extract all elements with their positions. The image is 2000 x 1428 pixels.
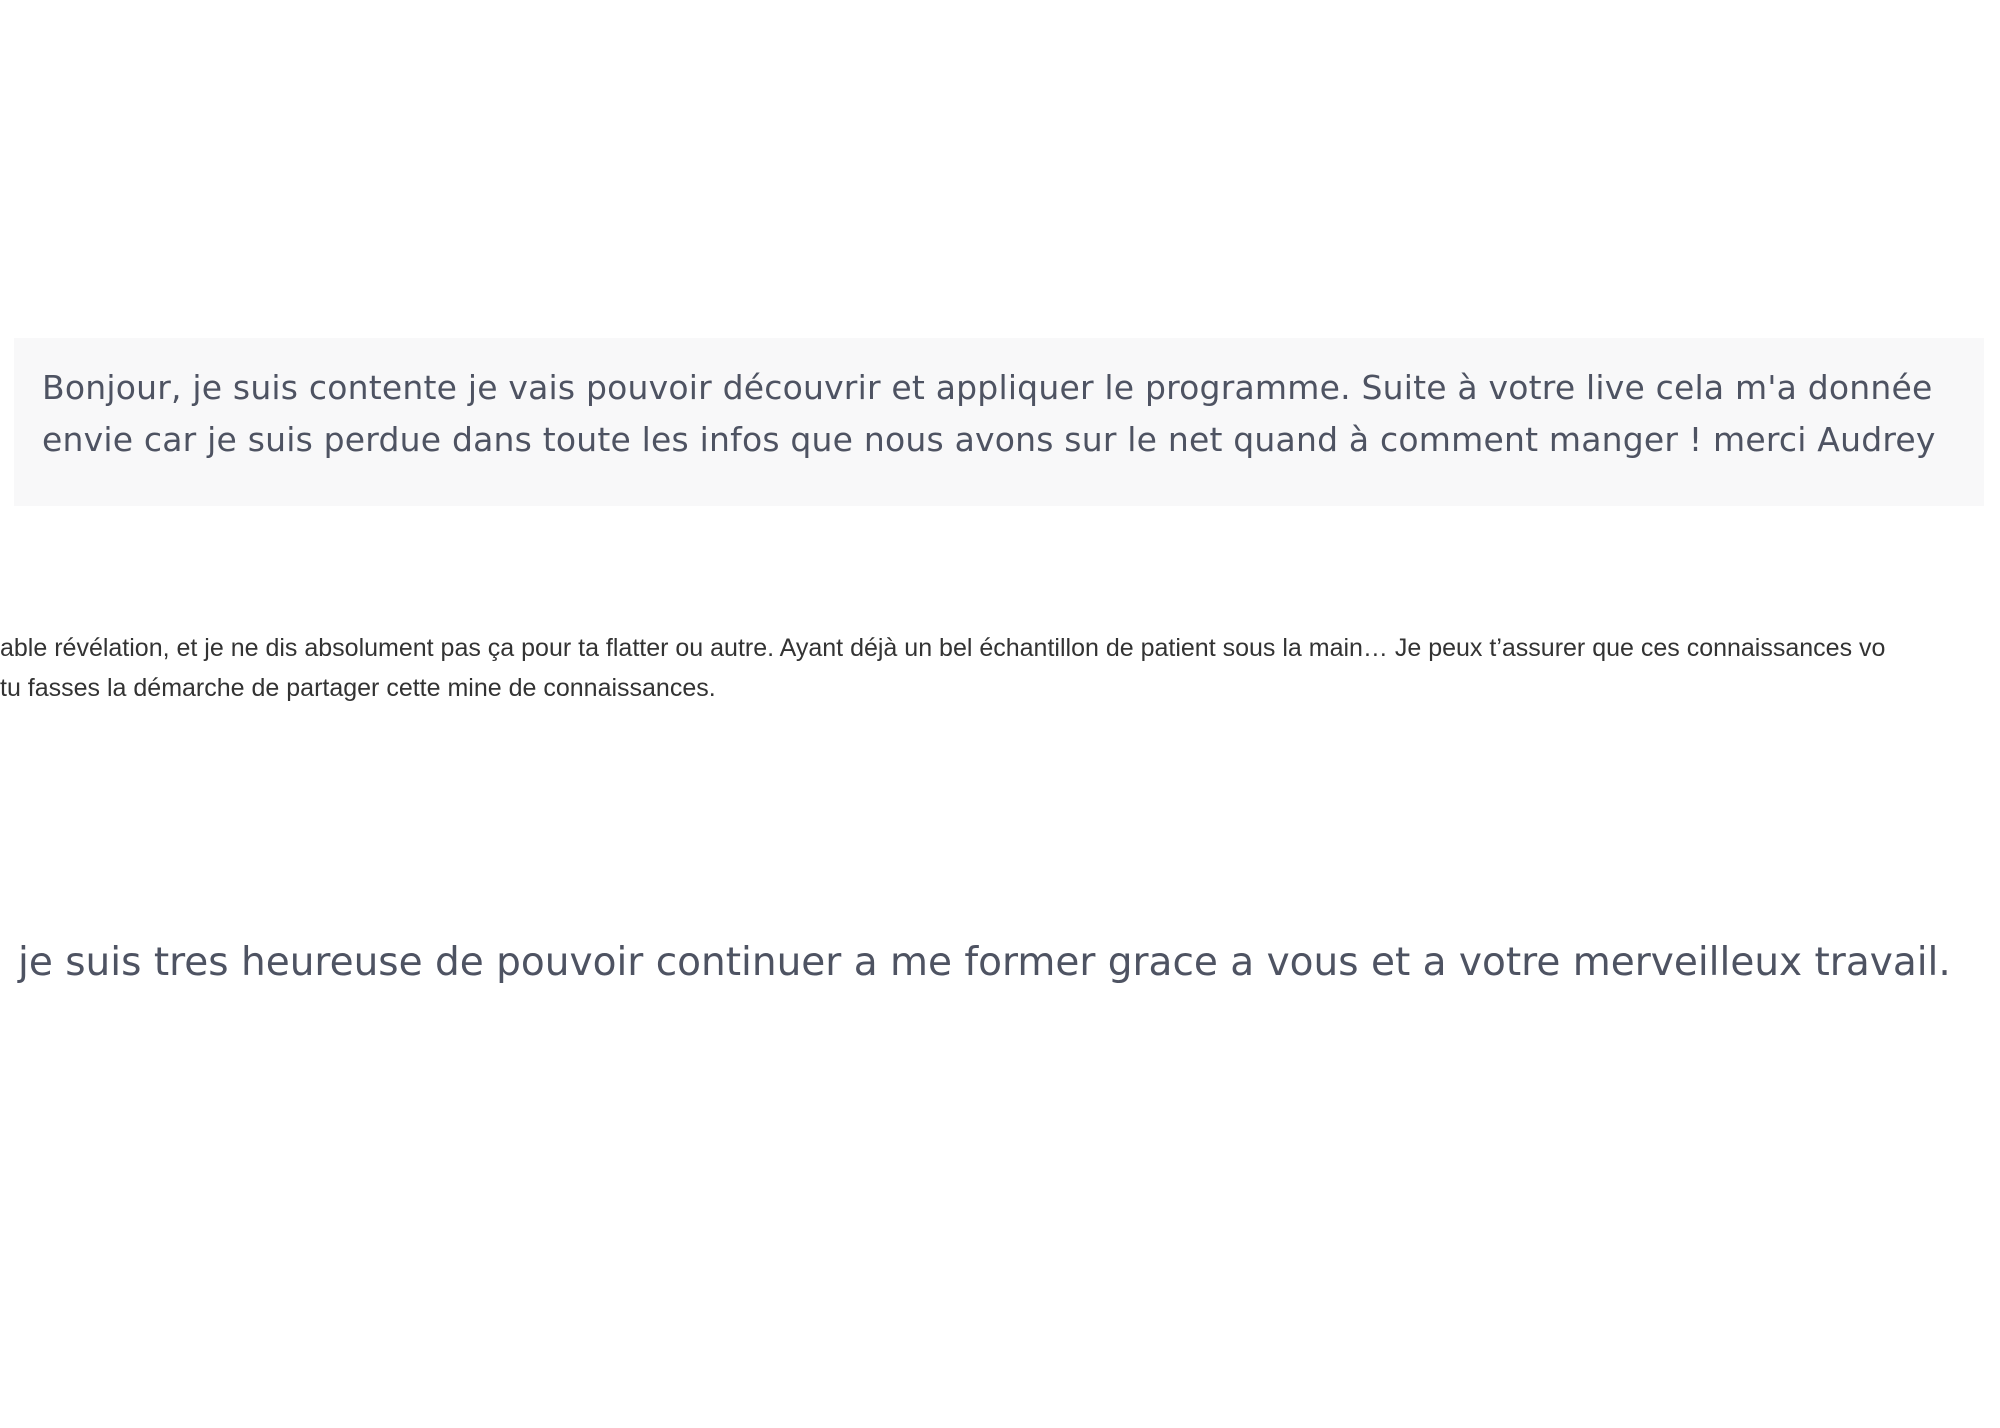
testimonial-cropped bbox=[0, 628, 2000, 718]
testimonial-text-cropped bbox=[0, 628, 1885, 708]
testimonial-text-third: je suis tres heureuse de pouvoir continuer a me former grace a vous et a votre merveilleux travail. bbox=[18, 940, 1951, 985]
testimonial-cropped-line-1: able révélation, et je ne dis absolument pas ça pour ta flatter ou autre. Ayant déjà un bel échantillon de patient sous la main… Je peux t’assurer que ces connaissances vo bbox=[0, 634, 1886, 662]
testimonial-text-audrey: Bonjour, je suis contente je vais pouvoir découvrir et appliquer le programme. Suite à votre live cela m'a donnée envie car je suis perdue dans toute les infos que nous avons sur le net quand à comment manger ! merci Audrey bbox=[42, 368, 1936, 459]
testimonial-cropped-line-2: tu fasses la démarche de partager cette mine de connaissances. bbox=[0, 674, 716, 702]
